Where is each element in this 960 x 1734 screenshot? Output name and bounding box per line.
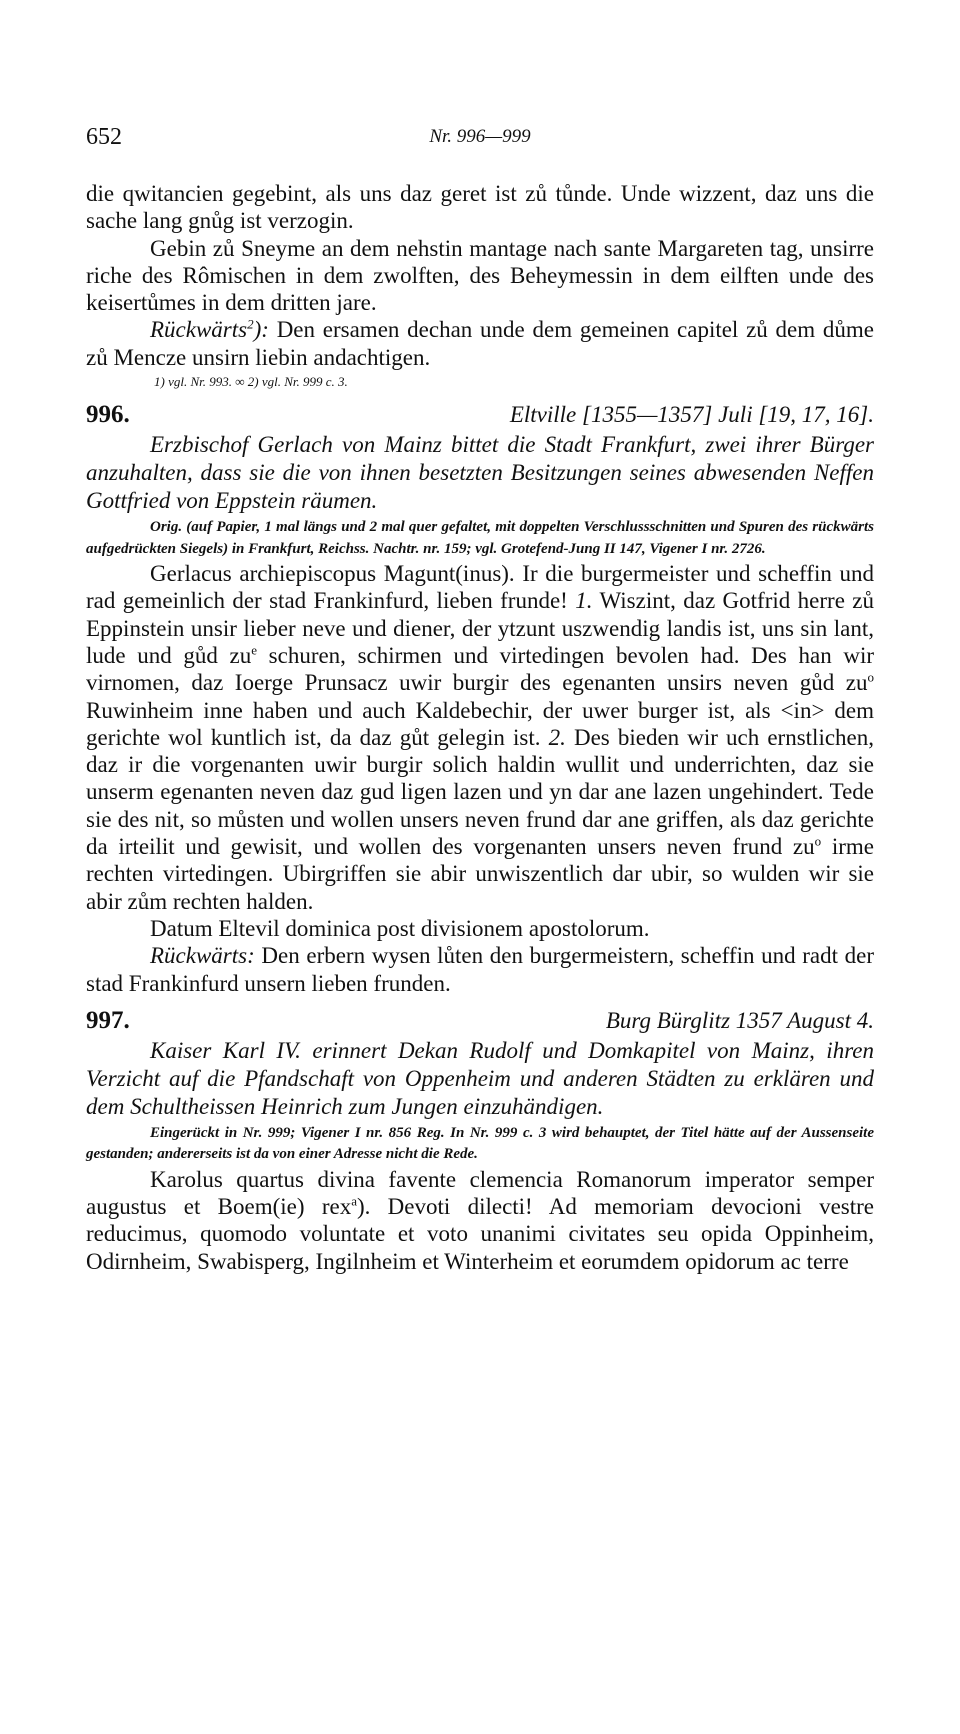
text-segment: irme rechten virtedingen. Ubirgriffen sie abir unwiszentlich dar ubir, so wulden wir sie abir zům rechten halden. [86,834,874,914]
clause-number: 1. [575,588,593,614]
footnote-ref: 2 [247,316,254,332]
text-segment: schuren, schirmen und virtedingen bevolen had. Des han wir virnomen, daz Ioerge Prunsacz uwir burgir des egenanten unsirs neven gůd zu [86,642,875,696]
superscript: o [867,669,874,685]
entry-996-datum: Datum Eltevil dominica post divisionem apostolorum. [150,915,650,941]
entry-997-regest: Kaiser Karl IV. erinnert Dekan Rudolf und Domkapitel von Mainz, ihren Verzicht auf die Pfandschaft von Oppenheim und anderen Städten zu erklären und dem Schultheissen Heinrich zum Jungen einzuhändigen. [86,1037,874,1119]
page-body [86,180,874,1275]
entry-997-place-date: Burg Bürglitz 1357 August 4. [605,1007,874,1033]
running-title: Nr. 996—999 [429,126,531,147]
page-number: 652 [86,124,122,150]
entry-997-source: Eingerückt in Nr. 999; Vigener I nr. 856 Reg. In Nr. 999 c. 3 wird behauptet, der Titel hätte auf der Aussenseite gestanden; andererseits ist da von einer Adresse nicht die Rede. [86,1124,874,1163]
text-segment: Des bieden wir uch ernstlichen, daz ir die vorgenanten uwir burgir solich haldin wullit und underrichten, daz sie unserm egenanten neven daz gud ligen lazen und yn dar ane lazen ungehindert. Tede sie des nit, so můsten und wollen unsers neven frund dar ane griffen, als daz gerichte da irteilit und gewisit, und wollen des vorgenanten unsers neven frund zu [86,724,875,860]
text-segment: Karolus quartus divina favente clemencia Romanorum imperator semper augustus et Boem(ie) rex [86,1166,874,1220]
superscript: o [814,833,822,849]
prev-endorsement [86,316,874,371]
text-segment: Ruwinheim inne haben und auch Kaldebechir, der uwer burger ist, als ˂in˃ dem gerichte wol kuntlich ist, da daz gůt gelegin ist. [86,697,874,750]
page-header [86,124,874,156]
endorsement-label: Rückwärts: [150,943,255,969]
endorsement-text: Den erbern wysen lůten den burgermeistern, scheffin und radt der stad Frankinfurd unsern lieben frunden. [86,943,874,996]
entry-996-place-date: Eltville [1355—1357] Juli [19, 17, 16]. [509,402,874,428]
entry-996-source: Orig. (auf Papier, 1 mal längs und 2 mal quer gefaltet, mit doppelten Verschlussschnitten und Spuren des rückwärts aufgedrückten Siegels) in Frankfurt, Reichss. Nachtr. nr. 159; vgl. Grotefend-Jung II 147, Vigener I nr. 2726. [86,519,874,557]
endorsement-text: Den ersamen dechan unde dem gemeinen capitel zů dem důme zů Mencze unsirn liebin andachtigen. [86,317,874,370]
entry-996-heading [86,399,874,431]
entry-997-number: 997. [86,1006,130,1034]
prev-paragraph-1: die qwitancien gegebint, als uns daz geret ist zů tůnde. Unde wizzent, daz uns die sache lang gnůg ist verzogin. [86,181,874,234]
superscript: e [251,642,258,658]
text-segment: Gerlacus archiepiscopus Magunt(inus). Ir die burgermeister und scheffin und rad gemeinlich der stad Frankinfurd, lieben frunde! [86,561,874,614]
clause-number: 2. [548,724,566,750]
entry-997-heading [86,1005,874,1037]
entry-996-number: 996. [86,401,130,429]
prev-paragraph-2: Gebin zů Sneyme an dem nehstin mantage nach sante Margareten tag, unsirre riche des Rômischen in dem zwolften, des Beheymessin in dem eilften unde des keisertůmes in dem dritten jare. [86,235,874,316]
entry-996-regest: Erzbischof Gerlach von Mainz bittet die Stadt Frankfurt, zwei ihrer Bürger anzuhalten, dass sie die von ihnen besetzten Besitzungen seines abwesenden Neffen Gottfried von Eppstein räumen. [86,432,874,514]
text-segment: ). Devoti dilecti! Ad memoriam devocioni vestre reducimus, quomodo voluntate et voto unanimi civitates seu opida Oppinheim, Odirnheim, Swabisperg, Ingilnheim et Winterheim et eorumdem opidorum ac terre [86,1194,874,1274]
superscript: a [351,1193,357,1209]
endorsement-label: Rückwärts [150,317,248,343]
entry-996-text [86,560,874,915]
entry-996-endorsement [86,942,874,997]
footnote: 1) vgl. Nr. 993. ∞ 2) vgl. Nr. 999 c. 3. [154,374,348,390]
endorsement-label-suffix: ): [253,317,269,343]
text-segment: Wiszint, daz Gotfrid herre zů Eppinstein unsir lieber neve und diener, der ytzunt uszwendig landis ist, uns sin lant, lude und gůd zu [86,588,874,668]
entry-997-text [86,1166,874,1275]
